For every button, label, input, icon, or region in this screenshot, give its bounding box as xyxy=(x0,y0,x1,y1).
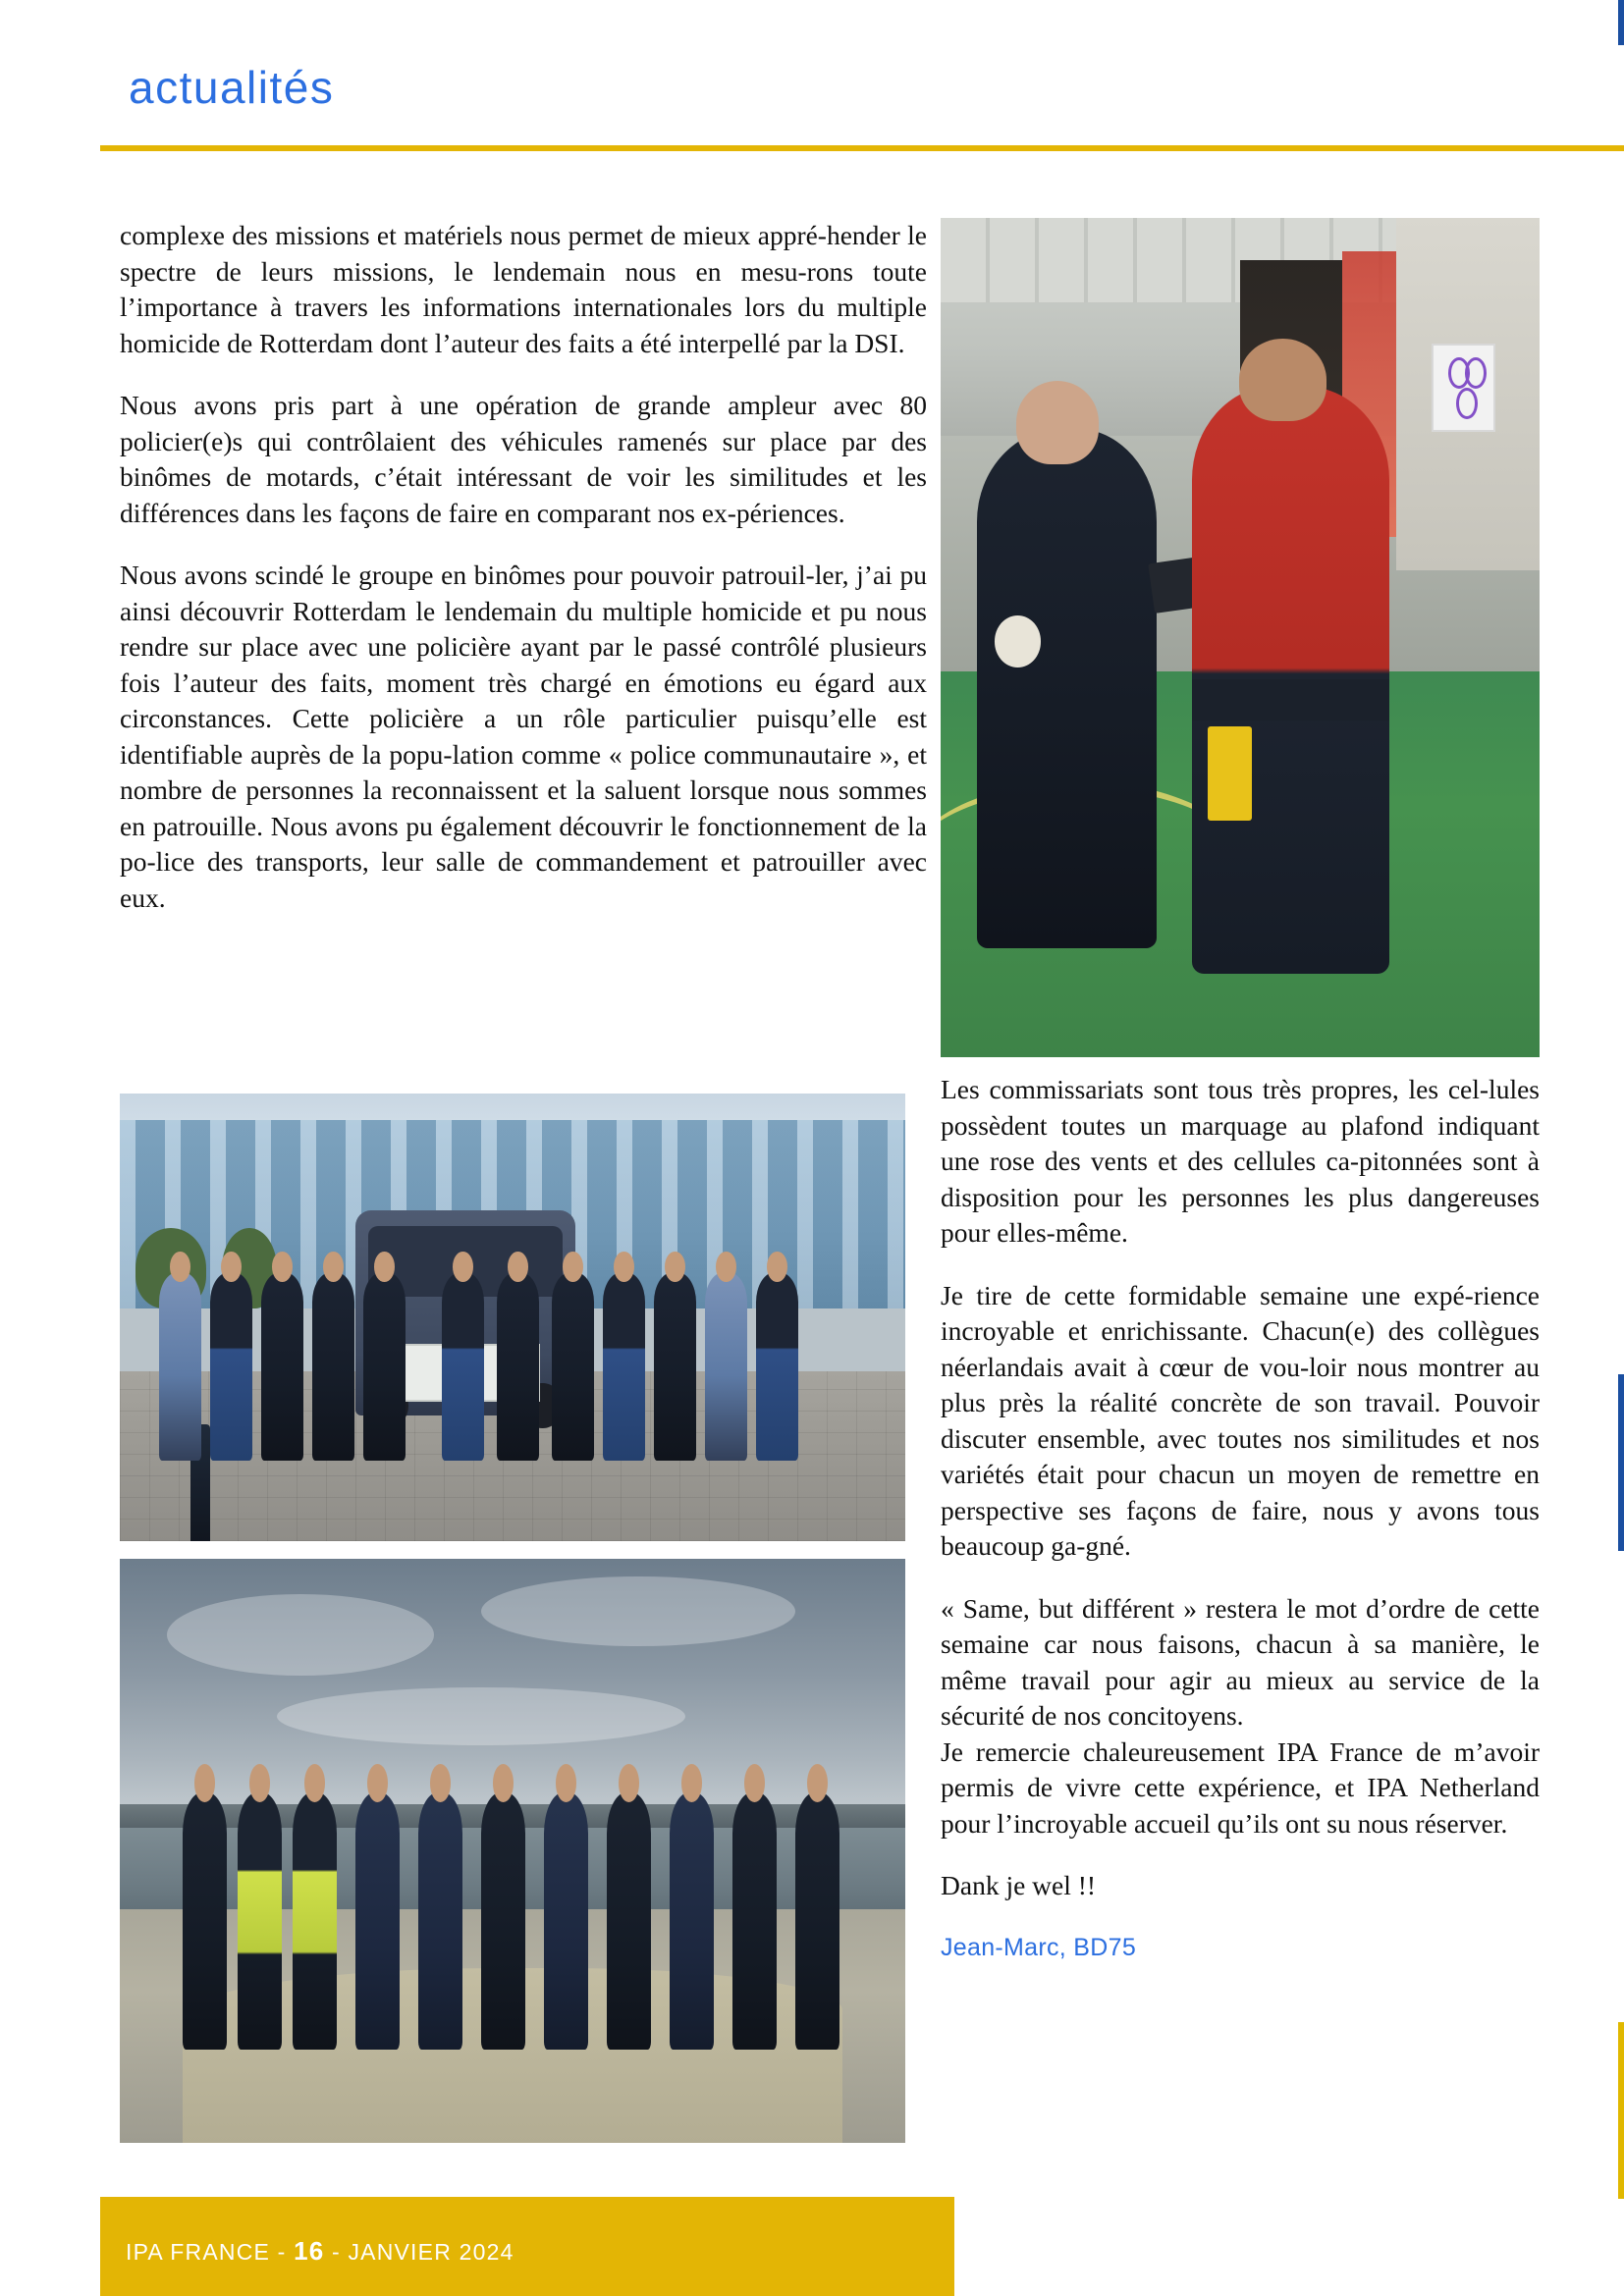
photo-paper-target xyxy=(1432,344,1495,432)
paragraph: Nous avons scindé le groupe en binômes pour pouvoir patrouil-ler, j’ai pu ainsi découvrir Rotterdam le lendemain du multiple homicide et pu nous rendre sur place avec une policière ayant par le passé contrôlé plusieurs fois l’auteur des faits, moment très chargé en émotions eu égard aux circonstances. Cette policière a un rôle particulier puisqu’elle est identifiable auprès de la popu-lation comme « police communautaire », et nombre de personnes la reconnaissent et la saluent lorsque nous sommes en patrouille. Nous avons pu également découvrir le fonctionnement de la po-lice des transports, leur salle de commandement et patrouiller avec eux. xyxy=(120,560,927,913)
photo-person-hi-vis xyxy=(238,1792,282,2050)
photo-person xyxy=(670,1792,714,2050)
footer-separator: - xyxy=(324,2239,349,2265)
photo-person xyxy=(312,1272,354,1461)
photo-officer-red-shirt xyxy=(1192,386,1389,974)
photo-officer-dark-uniform xyxy=(977,428,1157,948)
edge-trim-mark-bottom xyxy=(1618,2022,1624,2199)
photo-person xyxy=(159,1272,201,1461)
footer-publication: IPA FRANCE - xyxy=(126,2239,295,2265)
photo-person xyxy=(210,1272,252,1461)
photo-person xyxy=(756,1272,798,1461)
section-title: actualités xyxy=(129,62,335,113)
photo-person xyxy=(481,1792,525,2050)
paragraph: « Same, but différent » restera le mot d’ordre de cette semaine car nous faisons, chacun à sa manière, le même travail pour agir au mieux au service de la sécurité de nos concitoyens. xyxy=(941,1592,1540,1731)
edge-trim-mark-middle xyxy=(1618,1374,1624,1551)
photo-group-with-van xyxy=(120,1094,905,1541)
footer-page-number: 16 xyxy=(294,2236,325,2266)
photo-person xyxy=(603,1272,645,1461)
paragraph: Dank je wel !! xyxy=(941,1870,1097,1900)
photo-person xyxy=(355,1792,400,2050)
right-text-column xyxy=(941,1072,1540,1962)
masthead xyxy=(0,0,1624,149)
paragraph: complexe des missions et matériels nous permet de mieux appré-hender le spectre de leurs missions, le lendemain nous en mesu-rons toute l’importance à travers les informations internationales lors du multiple homicide de Rotterdam dont l’auteur des faits a été interpellé par la DSI. xyxy=(120,220,927,358)
photo-person xyxy=(442,1272,484,1461)
paragraph: Je remercie chaleureusement IPA France de m’avoir permis de vivre cette expérience, et IPA Netherland pour l’incroyable accueil qu’ils ont su nous réserver. xyxy=(941,1735,1540,1839)
photo-person xyxy=(363,1272,406,1461)
photo-person xyxy=(418,1792,462,2050)
footer-issue: JANVIER 2024 xyxy=(348,2239,514,2265)
left-text-column xyxy=(120,218,927,916)
photo-person xyxy=(705,1272,747,1461)
photo-person xyxy=(183,1792,227,2050)
photo-person xyxy=(261,1272,303,1461)
photo-person xyxy=(544,1792,588,2050)
paragraph: Nous avons pris part à une opération de grande ampleur avec 80 policier(e)s qui contrôlaient des véhicules ramenés sur place par des binômes de motards, c’était intéressant de voir les similitudes et les différences dans les façons de faire en comparant nos ex-périences. xyxy=(120,390,927,528)
paragraph: Les commissariats sont tous très propres, les cel-lules possèdent toutes un marquage au plafond indiquant une rose des vents et des cellules ca-pitonnées sont à disposition pour les personnes les plus dangereuses pour elles-même. xyxy=(941,1074,1540,1248)
photo-person xyxy=(607,1792,651,2050)
author-signature: Jean-Marc, BD75 xyxy=(941,1933,1137,1961)
photo-cloud xyxy=(481,1576,795,1646)
footer-text xyxy=(126,2236,514,2267)
photo-group-at-waterfront xyxy=(120,1559,905,2143)
photo-person xyxy=(732,1792,777,2050)
masthead-divider xyxy=(100,145,1624,151)
photo-cloud xyxy=(277,1687,685,1746)
photo-person xyxy=(497,1272,539,1461)
photo-person xyxy=(795,1792,839,2050)
photo-person-hi-vis xyxy=(293,1792,337,2050)
paragraph: Je tire de cette formidable semaine une expé-rience incroyable et enrichissante. Chacun(e) des collègues néerlandais avait à cœur de vou-loir nous montrer au plus près la réalité concrète de son travail. Pouvoir discuter ensemble, avec toutes nos similitudes et nos variétés était pour chacun un moyen de remettre en perspective ses façons de faire, nous y avons tous beaucoup ga-gné. xyxy=(941,1279,1540,1561)
photo-person xyxy=(552,1272,594,1461)
photo-shooting-range xyxy=(941,218,1540,1057)
photo-cloud xyxy=(167,1594,434,1676)
photo-person xyxy=(654,1272,696,1461)
